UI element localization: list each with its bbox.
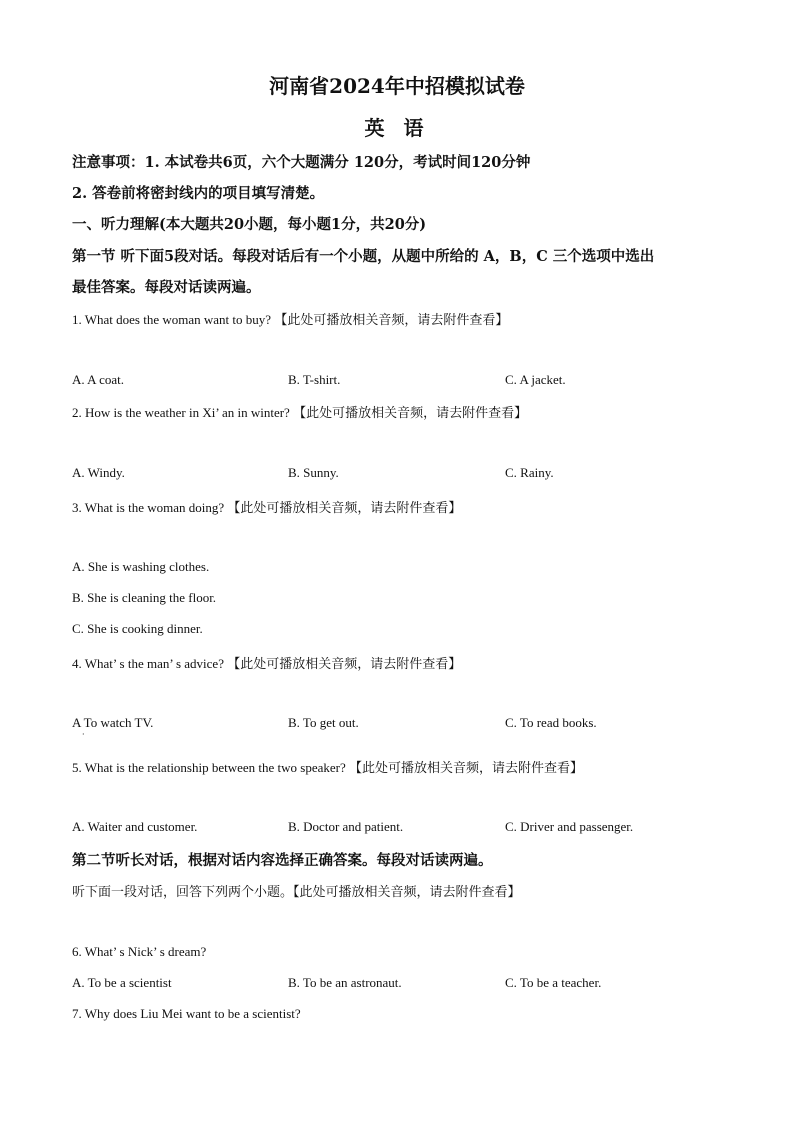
- q1-option-b: B. T-shirt.: [288, 372, 341, 387]
- q5-option-c: C. Driver and passenger.: [505, 819, 634, 834]
- audio-note: 【此处可播放相关音频，请去附件查看】: [227, 501, 462, 516]
- question-3: [72, 497, 461, 516]
- q3-option-a: A. She is washing clothes.: [72, 559, 210, 574]
- notes-line-2: 2. 答卷前将密封线内的项目填写清楚。: [72, 185, 325, 202]
- stray-dot: ·: [82, 730, 85, 739]
- q2-option-a: A. Windy.: [72, 465, 125, 480]
- q5-option-a: A. Waiter and customer.: [72, 819, 198, 834]
- q5-option-b: B. Doctor and patient.: [288, 819, 404, 834]
- q2-option-c: C. Rainy.: [505, 465, 554, 480]
- q3-option-c: C. She is cooking dinner.: [72, 621, 203, 636]
- subject-title: 英 语: [364, 116, 430, 140]
- q4-option-a: A To watch TV.: [72, 715, 154, 730]
- question-5: [72, 757, 583, 776]
- q6-option-c: C. To be a teacher.: [505, 975, 602, 990]
- notes-line-1: 注意事项：1. 本试卷共6页，六个大题满分 120分，考试时间120分钟: [72, 154, 531, 171]
- audio-note: 【此处可播放相关音频，请去附件查看】: [293, 885, 521, 900]
- question-text: 3. What is the woman doing?: [72, 500, 228, 515]
- q2-option-b: B. Sunny.: [288, 465, 339, 480]
- question-6: 6. What’ s Nick’ s dream?: [72, 944, 207, 959]
- question-text: 5. What is the relationship between the two speaker?: [72, 760, 350, 775]
- question-text: 4. What’ s the man’ s advice?: [72, 656, 228, 671]
- question-7: 7. Why does Liu Mei want to be a scientist?: [72, 1006, 301, 1021]
- part-1-instructions-1: 第一节 听下面5段对话。每段对话后有一个小题，从题中所给的 A，B，C 三个选项中选出: [72, 248, 655, 265]
- question-2: [72, 402, 527, 421]
- intro-text: 听下面一段对话，回答下列两个小题。: [72, 885, 294, 900]
- q6-option-a: A. To be a scientist: [72, 975, 172, 990]
- audio-note: 【此处可播放相关音频，请去附件查看】: [227, 657, 462, 672]
- q3-option-b: B. She is cleaning the floor.: [72, 590, 217, 605]
- q1-option-c: C. A jacket.: [505, 372, 566, 387]
- audio-note: 【此处可播放相关音频，请去附件查看】: [349, 761, 584, 776]
- part-1-instructions-2: 最佳答案。每段对话读两遍。: [72, 279, 261, 296]
- question-1: [72, 309, 508, 328]
- part-2-heading: 第二节听长对话，根据对话内容选择正确答案。每段对话读两遍。: [72, 852, 493, 869]
- section-1-heading: 一、听力理解(本大题共20小题，每小题1分，共20分): [72, 216, 427, 233]
- q4-option-b: B. To get out.: [288, 715, 359, 730]
- audio-note: 【此处可播放相关音频，请去附件查看】: [274, 313, 509, 328]
- question-text: 2. How is the weather in Xi’ an in winter?: [72, 405, 294, 420]
- part-2-intro: [72, 881, 521, 900]
- audio-note: 【此处可播放相关音频，请去附件查看】: [293, 406, 528, 421]
- question-text: 1. What does the woman want to buy?: [72, 312, 275, 327]
- q1-option-a: A. A coat.: [72, 372, 124, 387]
- exam-title: 河南省2024年中招模拟试卷: [269, 74, 525, 98]
- question-4: [72, 653, 461, 672]
- q4-option-c: C. To read books.: [505, 715, 597, 730]
- q6-option-b: B. To be an astronaut.: [288, 975, 402, 990]
